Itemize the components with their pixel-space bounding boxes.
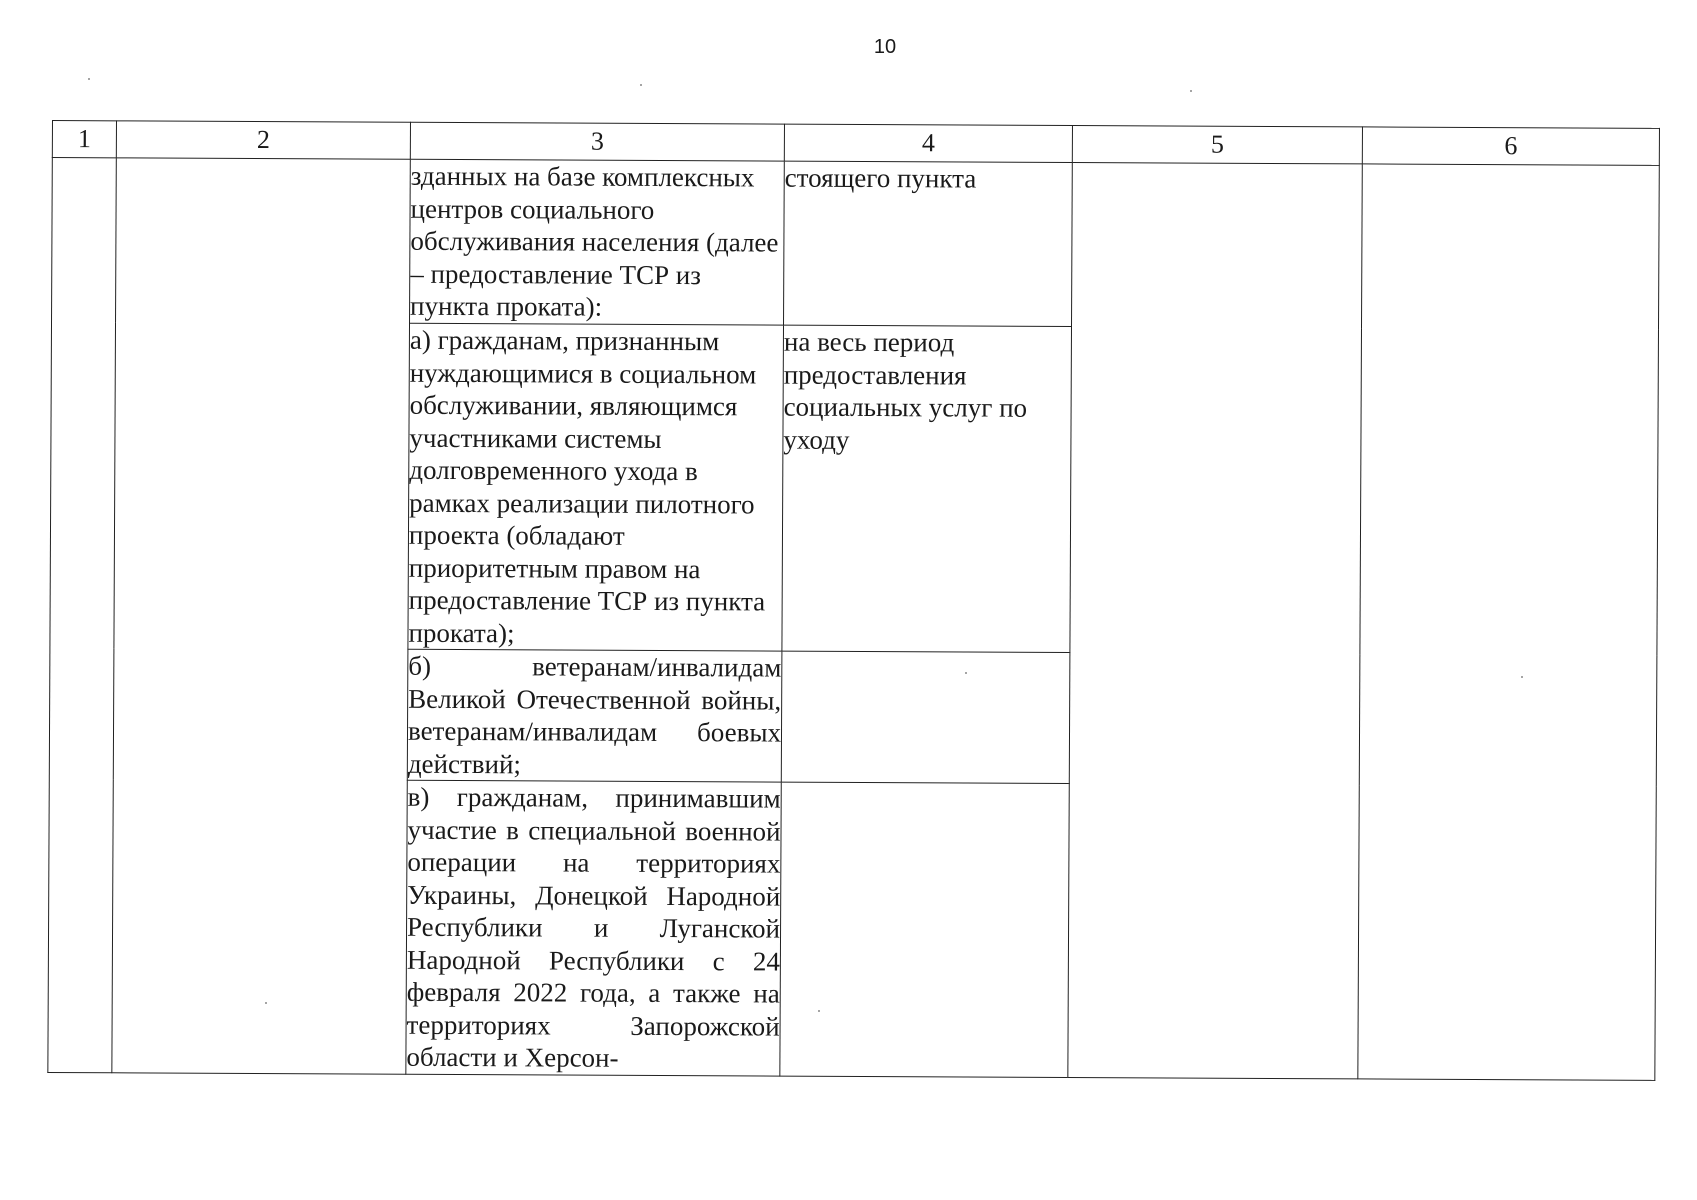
cell-col2	[112, 158, 410, 1074]
cell-col5	[1068, 162, 1362, 1078]
column-header-5: 5	[1072, 125, 1362, 163]
cell-col4-row3	[781, 651, 1070, 783]
cell-col1	[48, 158, 116, 1073]
scan-speck	[965, 672, 967, 674]
scan-speck	[88, 78, 90, 80]
cell-col6	[1358, 164, 1659, 1080]
cell-col4-row2: на весь период предоставления социальных услуг по уходу	[782, 325, 1072, 652]
page-number: 10	[873, 36, 897, 58]
column-header-1: 1	[52, 121, 116, 158]
column-header-4: 4	[784, 124, 1072, 162]
scan-speck	[640, 84, 642, 86]
document-table	[47, 120, 1660, 1080]
column-header-2: 2	[116, 121, 410, 159]
scan-speck	[1190, 90, 1192, 92]
scan-speck	[1521, 676, 1523, 678]
cell-col3-row4: в) гражданам, принимавшим участие в специальной военной операции на территориях Украины, Донецкой Народной Республики и Луганской Народной Республики с 24 февраля 2022 года, а также на территориях Запорожской области и Херсон-	[406, 780, 781, 1075]
column-header-3: 3	[410, 122, 784, 161]
cell-col3-row1: зданных на базе комплексных центров социального обслуживания населения (далее – предоставление ТСР из пункта проката):	[410, 159, 785, 325]
scan-speck	[818, 1010, 820, 1012]
cell-col4-row1: стоящего пункта	[784, 161, 1073, 326]
column-header-6: 6	[1362, 127, 1659, 165]
cell-col3-row3: б) ветеранам/инвалидам Великой Отечественной войны, ветеранам/инвалидам боевых действий;	[407, 649, 782, 782]
cell-col3-row2: а) гражданам, признанным нуждающимися в социальном обслуживании, являющимся участниками системы долговременного ухода в рамках реализации пилотного проекта (обладают приоритетным правом на предоставление ТСР из пункта проката);	[408, 323, 784, 651]
table-row	[52, 158, 1660, 330]
cell-col4-row4	[780, 782, 1069, 1077]
scan-speck	[265, 1002, 267, 1004]
